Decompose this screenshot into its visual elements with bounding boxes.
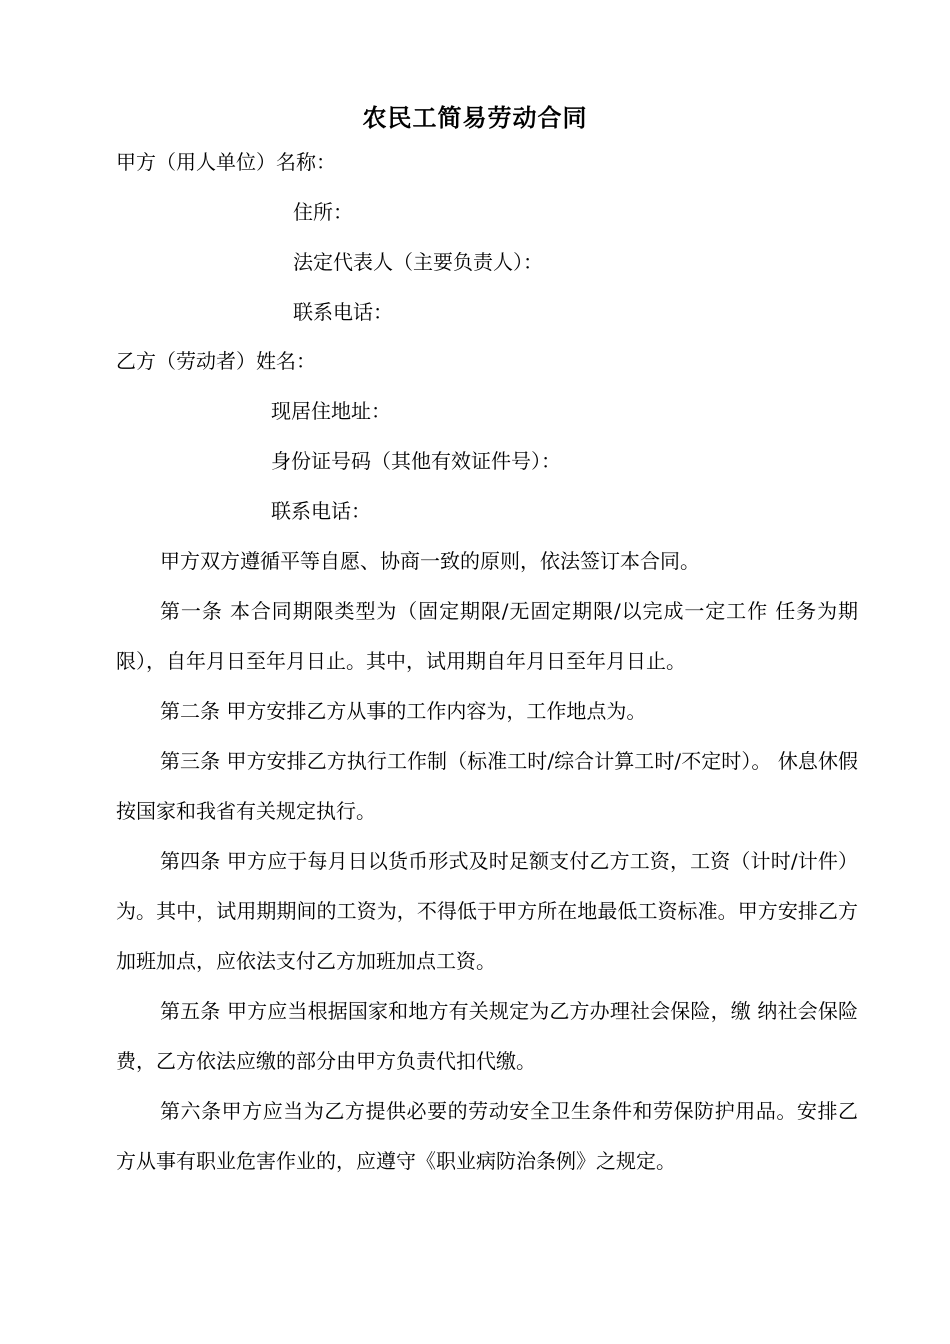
paragraph-article-3: 第三条 甲方安排乙方执行工作制（标准工时/综合计算工时/不定时）。 休息休假按国家和我省有关规定执行。 xyxy=(116,749,858,823)
paragraph-article-2: 第二条 甲方安排乙方从事的工作内容为，工作地点为。 xyxy=(160,699,647,723)
party-a-name-label: 甲方（用人单位）名称： xyxy=(116,150,336,174)
paragraph-article-1: 第一条 本合同期限类型为（固定期限/无固定期限/以完成一定工作 任务为期限），自年月日至年月日止。其中，试用期自年月日至年月日止。 xyxy=(116,599,858,673)
document-title: 农民工简易劳动合同 xyxy=(362,103,588,132)
party-a-address-label: 住所： xyxy=(293,200,353,224)
party-b-address-label: 现居住地址： xyxy=(271,399,391,423)
paragraph-preamble: 甲方双方遵循平等自愿、协商一致的原则，依法签订本合同。 xyxy=(160,549,700,573)
paragraph-article-5: 第五条 甲方应当根据国家和地方有关规定为乙方办理社会保险，缴 纳社会保险费，乙方依法应缴的部分由甲方负责代扣代缴。 xyxy=(116,999,858,1073)
party-a-phone-label: 联系电话： xyxy=(293,300,393,324)
party-b-id-label: 身份证号码（其他有效证件号）： xyxy=(271,449,561,473)
paragraph-article-6: 第六条甲方应当为乙方提供必要的劳动安全卫生条件和劳保防护用品。安排乙方从事有职业危害作业的，应遵守《职业病防治条例》之规定。 xyxy=(116,1099,858,1173)
party-a-representative-label: 法定代表人（主要负责人）： xyxy=(293,250,543,274)
party-b-name-label: 乙方（劳动者）姓名： xyxy=(116,349,316,373)
paragraph-article-4: 第四条 甲方应于每月日以货币形式及时足额支付乙方工资，工资（计时/计件）为。其中，试用期期间的工资为，不得低于甲方所在地最低工资标准。甲方安排乙方加班加点，应依法支付乙方加班加点工资。 xyxy=(116,849,858,973)
party-b-phone-label: 联系电话： xyxy=(271,499,371,523)
